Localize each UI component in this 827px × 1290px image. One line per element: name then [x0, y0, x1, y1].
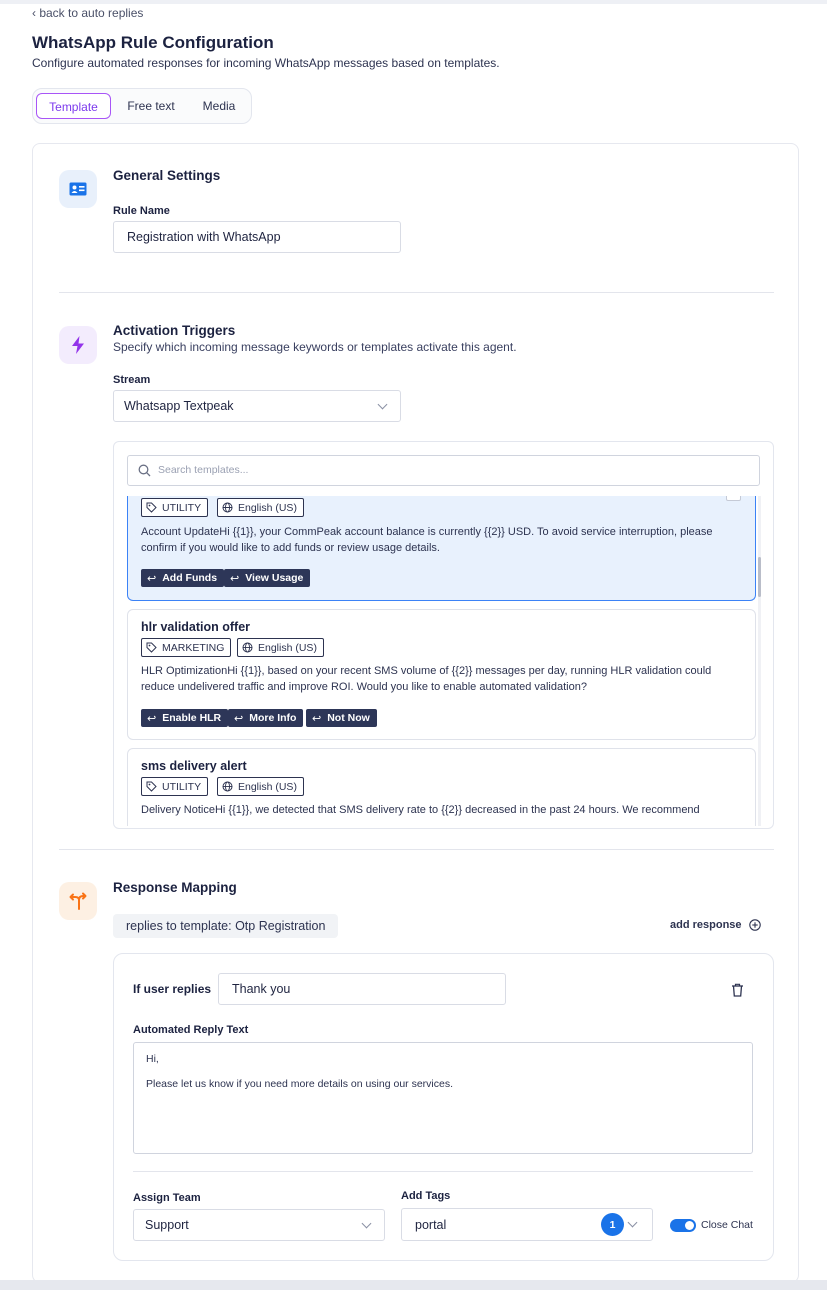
quick-reply-button[interactable]: ↩ Enable HLR — [141, 709, 228, 727]
globe-icon — [242, 642, 253, 653]
replies-to-template-pill: replies to template: Otp Registration — [113, 914, 338, 938]
language-chip — [217, 777, 304, 796]
template-body: Account UpdateHi {{1}}, your CommPeak account balance is currently {{2}} USD. To avoid service interruption, please confirm if you would like to add funds or review usage details. — [141, 526, 713, 554]
search-placeholder: Search templates... — [158, 464, 249, 476]
chevron-down-icon — [378, 400, 388, 410]
rule-config-card — [32, 143, 799, 1283]
assign-team-select[interactable] — [133, 1209, 385, 1241]
language-label: English (US) — [258, 641, 317, 654]
globe-icon — [222, 781, 233, 792]
category-chip — [141, 777, 208, 796]
response-mapping-title: Response Mapping — [113, 880, 237, 895]
tab-free-text[interactable]: Free text — [127, 99, 175, 113]
bottom-bar — [0, 1280, 827, 1290]
template-body: Delivery NoticeHi {{1}}, we detected that SMS delivery rate to {{2}} decreased in the past 24 hours. We recommend — [141, 804, 700, 816]
stream-label: Stream — [113, 374, 151, 386]
reply-arrow-icon: ↩ — [147, 572, 157, 585]
quick-reply-button[interactable]: ↩ More Info — [228, 709, 303, 727]
reply-text-label: Automated Reply Text — [133, 1024, 249, 1036]
response-divider — [133, 1171, 753, 1172]
id-card-icon — [59, 170, 97, 208]
template-name: hlr validation offer — [141, 620, 251, 634]
reply-text-area[interactable] — [133, 1042, 753, 1154]
category-chip — [141, 498, 208, 517]
tab-template[interactable]: Template — [36, 93, 111, 119]
chevron-down-icon — [362, 1219, 372, 1229]
section-divider — [59, 849, 774, 850]
template-checkbox[interactable] — [726, 496, 741, 501]
rule-type-tabs — [32, 88, 252, 124]
page-title: WhatsApp Rule Configuration — [32, 33, 274, 52]
reply-arrow-icon: ↩ — [230, 572, 240, 585]
lightning-icon — [59, 326, 97, 364]
template-name: sms delivery alert — [141, 759, 247, 773]
branch-arrow-icon — [59, 882, 97, 920]
tag-count-badge: 1 — [601, 1213, 624, 1236]
page-subtitle: Configure automated responses for incoming WhatsApp messages based on templates. — [32, 56, 500, 70]
quick-reply-button[interactable]: ↩ View Usage — [224, 569, 310, 587]
stream-select-value: Whatsapp Textpeak — [124, 399, 234, 413]
chevron-down-icon — [628, 1218, 638, 1228]
reply-line-1: Hi, — [146, 1053, 159, 1065]
stream-select[interactable] — [113, 390, 401, 422]
add-tags-select[interactable] — [401, 1208, 653, 1241]
scrollbar-thumb[interactable] — [758, 557, 761, 597]
reply-arrow-icon: ↩ — [312, 712, 322, 725]
general-settings-title: General Settings — [113, 168, 221, 183]
section-divider — [59, 292, 774, 293]
add-response-label: add response — [670, 919, 742, 931]
language-chip — [237, 638, 324, 657]
globe-icon — [222, 502, 233, 513]
template-item[interactable] — [127, 609, 756, 740]
reply-arrow-icon: ↩ — [234, 712, 244, 725]
tag-icon — [146, 502, 157, 513]
top-bar — [0, 0, 827, 4]
close-chat-label: Close Chat — [701, 1219, 753, 1231]
assign-team-label: Assign Team — [133, 1192, 201, 1204]
tag-icon — [146, 642, 157, 653]
tag-value: portal — [415, 1217, 447, 1232]
tag-icon — [146, 781, 157, 792]
back-to-auto-replies-link[interactable]: ‹ back to auto replies — [32, 6, 144, 20]
add-tags-label: Add Tags — [401, 1190, 451, 1202]
tab-media[interactable]: Media — [202, 99, 236, 113]
template-search-input[interactable] — [127, 455, 760, 486]
category-label: UTILITY — [162, 501, 202, 514]
plus-circle-icon — [749, 919, 761, 931]
category-chip — [141, 638, 231, 657]
template-body: HLR OptimizationHi {{1}}, based on your recent SMS volume of {{2}} messages per day, running HLR validation could reduce undelivered traffic and improve ROI. Would you like to enable automated validation? — [141, 665, 712, 693]
language-label: English (US) — [238, 780, 297, 793]
template-item[interactable] — [127, 496, 756, 601]
language-label: English (US) — [238, 501, 297, 514]
assign-team-value: Support — [145, 1218, 189, 1232]
close-chat-toggle[interactable] — [670, 1219, 696, 1232]
rule-name-label: Rule Name — [113, 205, 170, 217]
search-icon — [138, 464, 151, 477]
template-item[interactable] — [127, 748, 756, 826]
category-label: UTILITY — [162, 780, 202, 793]
activation-triggers-subtitle: Specify which incoming message keywords or templates activate this agent. — [113, 340, 517, 354]
quick-reply-button[interactable]: ↩ Not Now — [306, 709, 377, 727]
add-response-button[interactable] — [670, 919, 761, 931]
category-label: MARKETING — [162, 641, 225, 654]
quick-reply-button[interactable]: ↩ Add Funds — [141, 569, 224, 587]
trash-icon[interactable] — [731, 983, 744, 997]
templates-panel — [113, 441, 774, 829]
reply-line-2: Please let us know if you need more details on using our services. — [146, 1078, 453, 1090]
template-list — [114, 496, 774, 826]
user-reply-input[interactable]: Thank you — [218, 973, 506, 1005]
if-user-replies-label: If user replies — [133, 982, 212, 996]
activation-triggers-title: Activation Triggers — [113, 323, 236, 338]
template-list-scrollbar[interactable] — [758, 496, 761, 826]
rule-name-input[interactable]: Registration with WhatsApp — [113, 221, 401, 253]
language-chip — [217, 498, 304, 517]
reply-arrow-icon: ↩ — [147, 712, 157, 725]
response-card — [113, 953, 774, 1261]
